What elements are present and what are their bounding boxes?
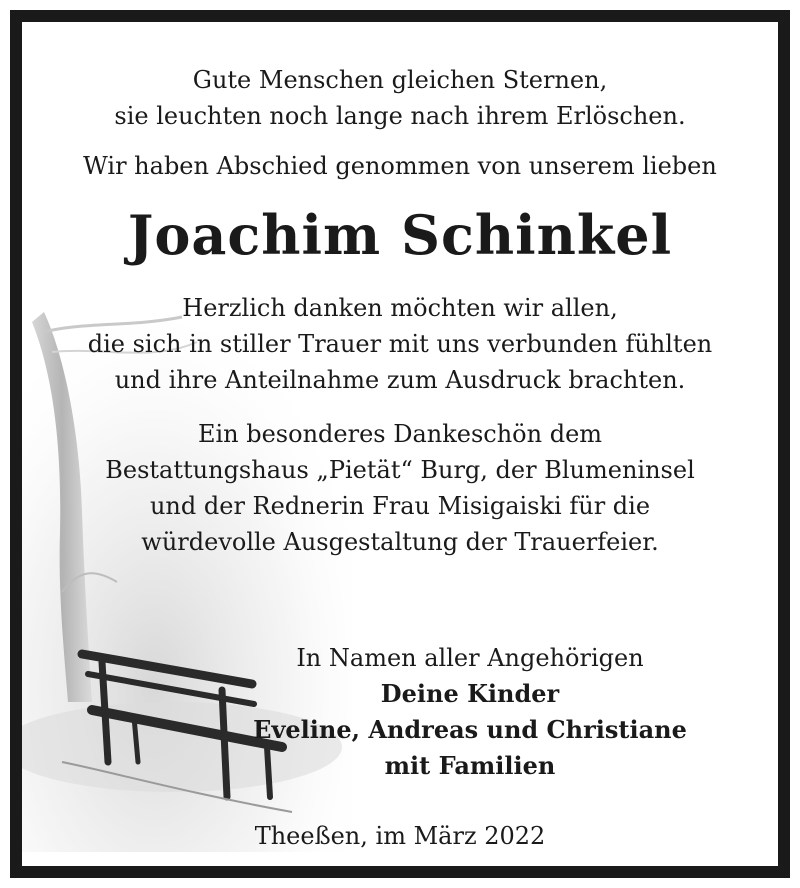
- thanks-line-3: und ihre Anteilnahme zum Ausdruck brachten.: [114, 366, 686, 394]
- signature-block: [162, 640, 778, 784]
- obituary-notice: [10, 10, 790, 878]
- signature-line-2: Deine Kinder: [380, 679, 560, 708]
- place-date: Theeßen, im März 2022: [254, 822, 546, 850]
- notice-text: [22, 62, 778, 560]
- special-thanks-line-4: würdevolle Ausgestaltung der Trauerfeier.: [141, 528, 659, 556]
- signature-line-4: mit Familien: [384, 751, 556, 780]
- special-thanks-line-1: Ein besonderes Dankeschön dem: [197, 420, 603, 448]
- special-thanks-line-2: Bestattungshaus „Pietät“ Burg, der Blumeninsel: [105, 456, 695, 484]
- signature-line-3: Eveline, Andreas und Christiane: [253, 715, 687, 744]
- thanks-line-2: die sich in stiller Trauer mit uns verbunden fühlten: [87, 330, 713, 358]
- quote-line-2: sie leuchten noch lange nach ihrem Erlöschen.: [114, 102, 686, 130]
- deceased-name: Joachim Schinkel: [127, 203, 673, 267]
- thanks-line-1: Herzlich danken möchten wir allen,: [182, 294, 618, 322]
- quote-line-1: Gute Menschen gleichen Sternen,: [192, 66, 608, 94]
- intro-line: Wir haben Abschied genommen von unserem lieben: [83, 152, 717, 180]
- place-date-block: [22, 818, 778, 854]
- signature-line-1: In Namen aller Angehörigen: [296, 644, 644, 672]
- special-thanks-line-3: und der Rednerin Frau Misigaiski für die: [149, 492, 651, 520]
